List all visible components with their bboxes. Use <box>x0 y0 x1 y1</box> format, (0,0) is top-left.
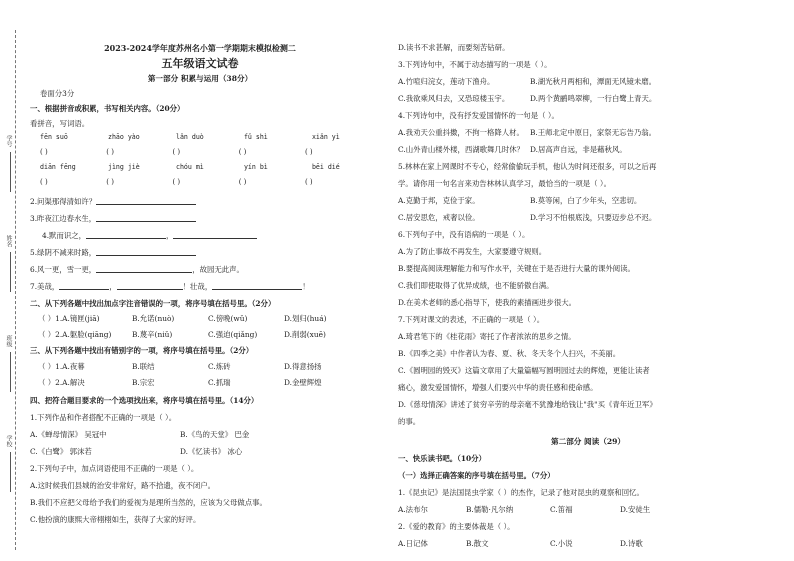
fill-q2-blank[interactable] <box>96 198 196 205</box>
option[interactable]: D.学习不怕根底浅，只要迈步总不迟。 <box>530 213 657 222</box>
q2-option-d[interactable]: D.读书不求甚解，而要刻苦钻研。 <box>398 43 510 52</box>
section-4-q1-options-ab <box>30 431 249 438</box>
option[interactable]: D.安徒生 <box>620 505 651 514</box>
option[interactable]: D.削弱(xuē) <box>284 330 326 339</box>
option[interactable]: B.莫等闲，白了少年头，空悲切。 <box>530 196 642 205</box>
question-5-options-ab <box>398 197 641 204</box>
fill-q7-blank-1[interactable] <box>59 283 109 290</box>
question-6-option-c[interactable]: C.我们即使取得了优异成绩，也不能骄傲自满。 <box>398 281 554 290</box>
fill-q6-blank[interactable] <box>96 266 192 273</box>
section-2-heading: 二、从下列各题中找出加点字注音错误的一项，将序号填在括号里。（2分） <box>30 299 276 308</box>
section-4-q1-options-cd <box>30 448 242 455</box>
answer-box[interactable]: ( ) <box>106 148 114 156</box>
student-id-blank[interactable] <box>10 152 19 192</box>
fill-q4-blank-1[interactable] <box>86 232 166 239</box>
option[interactable]: A.克勤于邦，克俭于家。 <box>398 196 480 205</box>
pinyin-row-2 <box>40 164 376 171</box>
section-3-q2 <box>38 379 322 386</box>
question-7-option-d-line-1[interactable]: D.《慈母情深》讲述了贫穷辛劳的母亲毫不犹豫地给钱让"我"买《青年近卫军》 <box>398 400 657 409</box>
option[interactable]: A.法布尔 <box>398 505 428 514</box>
option[interactable]: B.散文 <box>466 539 489 548</box>
pinyin-item: jìng jiè <box>107 163 140 171</box>
binding-label-school: 学校 <box>5 435 12 447</box>
option[interactable]: B.蔑辛(niǔ) <box>132 330 173 339</box>
pinyin-item: zhāo yào <box>107 133 140 141</box>
option[interactable]: C.我欲乘风归去，又恐琼楼玉宇。 <box>398 94 510 103</box>
fill-q7: 7.美哉， ， ！壮哉， ！ <box>30 282 310 291</box>
option[interactable]: D.金壁辉煌 <box>284 378 322 387</box>
question-6-option-a[interactable]: A.为了防止事故不再发生，大家要遵守规则。 <box>398 247 547 256</box>
question-6-option-b[interactable]: B.要提高阅读理解能力和写作水平，关键在于是否进行大量的课外阅读。 <box>398 264 635 273</box>
subject-title: 五年级语文试卷 <box>161 57 239 70</box>
reading-section-1: 一、快乐读书吧。（10分） <box>398 454 486 463</box>
answer-box[interactable]: ( ) <box>172 178 181 186</box>
option[interactable]: B.湖光秋月两相和，潭面无风镜未磨。 <box>530 77 657 86</box>
fill-q4: 4.默而识之， ， <box>42 232 257 239</box>
fill-q5-blank[interactable] <box>96 249 196 256</box>
section-1-heading: 一、根据拼音或积累，书写相关内容。（20分） <box>30 104 185 113</box>
fill-q7-mid: ！壮哉， <box>182 282 213 291</box>
option[interactable]: D.《忆读书》 冰心 <box>180 447 243 456</box>
option[interactable]: （ ）1.A.夜幕 <box>38 362 85 371</box>
question-6: 6.下列句子中，没有语病的一项是（ ）。 <box>398 230 530 239</box>
option[interactable]: D.两个黄鹂鸣翠柳，一行白鹭上青天。 <box>530 94 657 103</box>
reading-q2-options <box>398 540 643 547</box>
option[interactable]: B.允诺(nuò) <box>132 314 175 323</box>
binding-margin <box>0 30 28 550</box>
question-5-line-1: 5.林林在家上网课时不专心，经常偷偷玩手机，他认为时间还很多，可以之后再 <box>398 162 657 171</box>
question-6-option-d[interactable]: D.在美术老师的悉心指导下，使我的素描画进步很大。 <box>398 298 576 307</box>
fill-q4-text: 4.默而识之， <box>42 231 87 240</box>
part2-title: 第二部分 阅读（29） <box>551 437 625 446</box>
fill-q7-blank-3[interactable] <box>212 283 302 290</box>
section-1-q1: 看拼音，写词语。 <box>30 119 90 128</box>
fill-q5 <box>30 249 196 256</box>
answer-row-1 <box>40 149 369 156</box>
question-3-options-ab <box>398 78 656 85</box>
fill-q5-text: 5.绿阴不减来时路， <box>30 248 97 257</box>
option[interactable]: D.划归(huá) <box>284 314 327 323</box>
answer-box[interactable]: ( ) <box>304 178 313 186</box>
option[interactable]: D.诗歌 <box>620 539 643 548</box>
option[interactable]: A.我劝天公重抖擞，不拘一格降人材。 <box>398 128 524 137</box>
pinyin-item: bēi dié <box>311 163 340 171</box>
option[interactable]: A.竹喧归浣女，莲动下渔舟。 <box>398 77 495 86</box>
option[interactable]: B.儒勒·凡尔纳 <box>466 505 514 514</box>
option[interactable]: （ ）2.A.躯脸(qiāng) <box>38 330 112 339</box>
fill-q3 <box>30 215 196 222</box>
fill-q3-blank[interactable] <box>96 215 196 222</box>
answer-box[interactable]: ( ) <box>40 178 48 186</box>
section-2-q2 <box>38 331 326 338</box>
fill-q2-text: 2.问渠那得清如许？ <box>30 197 97 206</box>
binding-label-class: 班级 <box>5 335 12 347</box>
fill-q7-end: ！ <box>302 282 310 291</box>
exam-title: 2023-2024学年度苏州名小第一学期期末模拟检测二 <box>104 43 296 53</box>
fill-q4-blank-2[interactable] <box>173 232 257 239</box>
answer-box[interactable]: ( ) <box>304 148 313 156</box>
pinyin-row-1 <box>40 134 376 141</box>
pinyin-item: yín bì <box>243 163 268 171</box>
section-4-q2-option-a[interactable]: A.这时候我们县城的治安非常好，路不拾遗，夜不闭户。 <box>30 481 216 490</box>
question-7-option-c-line-1[interactable]: C.《圆明园的毁灭》这篇文章用了大量篇幅写圆明园过去的辉煌，更能让读者 <box>398 366 650 375</box>
option[interactable]: B.宗宏 <box>132 378 155 387</box>
question-5-options-cd <box>398 214 656 221</box>
section-4-q2-option-c[interactable]: C.他扮演的康熙大帝栩栩如生，获得了大家的好评。 <box>30 515 201 524</box>
section-3-q1 <box>38 363 322 370</box>
option[interactable]: C.小说 <box>550 539 573 548</box>
question-7-option-b[interactable]: B.《四季之美》中作者认为春、夏、秋、冬天冬个人扫兴，不美丽。 <box>398 349 621 358</box>
option[interactable]: （ ）1.A.镜匣(jiā) <box>38 314 100 323</box>
fill-q3-text: 3.昨夜江边春水生， <box>30 214 97 223</box>
section-4-q2-option-b[interactable]: B.我们不应把父母给予我们的爱视为是理所当然的，应该为父母做点事。 <box>30 498 267 507</box>
section-4-heading: 四、把符合题目要求的一个选项找出来，将序号填在括号里。（14分） <box>30 396 259 405</box>
question-4: 4.下列诗句中，没有抒发爱国情怀的一句是（ ）。 <box>398 111 559 120</box>
reading-q1: 1.《昆虫记》是法国昆虫学家（ ）的杰作，记录了他对昆虫的观察和回忆。 <box>398 488 644 497</box>
name-blank[interactable] <box>10 252 19 292</box>
section-4-q1: 1.下列作品和作者搭配不正确的一项是（ ）。 <box>30 413 177 422</box>
question-4-options-ab <box>398 129 656 136</box>
answer-box[interactable]: ( ) <box>40 148 48 156</box>
answer-box[interactable]: ( ) <box>238 148 247 156</box>
fill-q2 <box>30 198 196 205</box>
question-5-line-2: 学。请你用一句名言来劝告林林认真学习，最恰当的一项是（ ）。 <box>398 179 611 188</box>
option[interactable]: B.《鸟的天堂》 巴金 <box>180 430 250 439</box>
option[interactable]: A.《蝉母情深》 吴冠中 <box>30 430 107 439</box>
class-blank[interactable] <box>10 352 19 392</box>
pinyin-item: fǔ shì <box>243 133 268 141</box>
section-3-heading: 三、从下列各题中找出有错别字的一项，将序号填在括号里。（2分） <box>30 346 254 355</box>
school-blank[interactable] <box>10 452 19 492</box>
option[interactable]: C.强迫(qiǎng) <box>208 330 258 339</box>
option[interactable]: C.《白鹭》 郭沫若 <box>30 447 92 456</box>
answer-box[interactable]: ( ) <box>106 178 114 186</box>
option[interactable]: C.傍晚(wǔ) <box>208 314 248 323</box>
fill-q7-text: 7.美哉， <box>30 282 60 291</box>
fill-q6-tail: ，故园无此声。 <box>192 265 244 274</box>
answer-box[interactable]: ( ) <box>172 148 181 156</box>
fill-q6-text: 6.风一更，雪一更， <box>30 265 97 274</box>
reading-q1-options <box>398 506 650 513</box>
question-7-option-c-line-2: 痛心，激发爱国情怀，增强人们要兴中华的责任感和使命感。 <box>398 383 598 392</box>
option[interactable]: C.抓瑞 <box>208 378 231 387</box>
fill-q6 <box>30 266 244 273</box>
question-3: 3.下列诗句中，不属于动态描写的一项是（ ）。 <box>398 60 552 69</box>
question-4-options-cd <box>398 146 627 153</box>
question-7: 7.下列对课文的表述，不正确的一项是（ ）。 <box>398 315 545 324</box>
option[interactable]: D.居高声自远，非是藉秋风。 <box>530 145 627 154</box>
pinyin-item: fēn suō <box>40 133 68 141</box>
option[interactable]: B.联结 <box>132 362 155 371</box>
pinyin-item: xiǎn yì <box>311 133 340 141</box>
option[interactable]: （ ）2.A.解决 <box>38 378 85 387</box>
part1-title: 第一部分 积累与运用（38分） <box>147 74 253 83</box>
option[interactable]: B.王师北定中原日，家祭无忘告乃翁。 <box>530 128 657 137</box>
question-7-option-d-line-2: 的事。 <box>398 417 421 426</box>
option[interactable]: C.居安思危，戒奢以俭。 <box>398 213 480 222</box>
binding-label-student-id: 学号 <box>5 135 12 147</box>
option[interactable]: A.日记体 <box>398 539 428 548</box>
answer-row-2 <box>40 179 369 186</box>
reading-q2: 2.《爱的教育》的主要体裁是（ ）。 <box>398 522 515 531</box>
fill-q7-blank-2[interactable] <box>117 283 183 290</box>
option[interactable]: C.炼砖 <box>208 362 231 371</box>
question-3-options-cd <box>398 95 656 102</box>
section-2-q1 <box>38 315 327 322</box>
writing-score-note: 卷面分3分 <box>40 89 75 98</box>
binding-label-name: 姓名 <box>5 235 12 247</box>
pinyin-item: chóu mì <box>175 163 204 171</box>
option[interactable]: C.笛福 <box>550 505 573 514</box>
section-4-q2: 2.下列句子中，加点词语使用不正确的一项是（ ）。 <box>30 464 199 473</box>
answer-box[interactable]: ( ) <box>238 178 247 186</box>
pinyin-item: diān fēng <box>40 163 76 171</box>
option[interactable]: D.得意扬扬 <box>284 362 322 371</box>
reading-subsection: （一）选择正确答案的序号填在括号里。（7分） <box>398 471 555 480</box>
option[interactable]: C.山外青山楼外楼，西湖歌舞几时休？ <box>398 145 524 154</box>
question-7-option-a[interactable]: A.琦君笔下的《桂花雨》寄托了作者浓浓的思乡之情。 <box>398 332 576 341</box>
pinyin-item: lǎn duò <box>175 133 204 141</box>
